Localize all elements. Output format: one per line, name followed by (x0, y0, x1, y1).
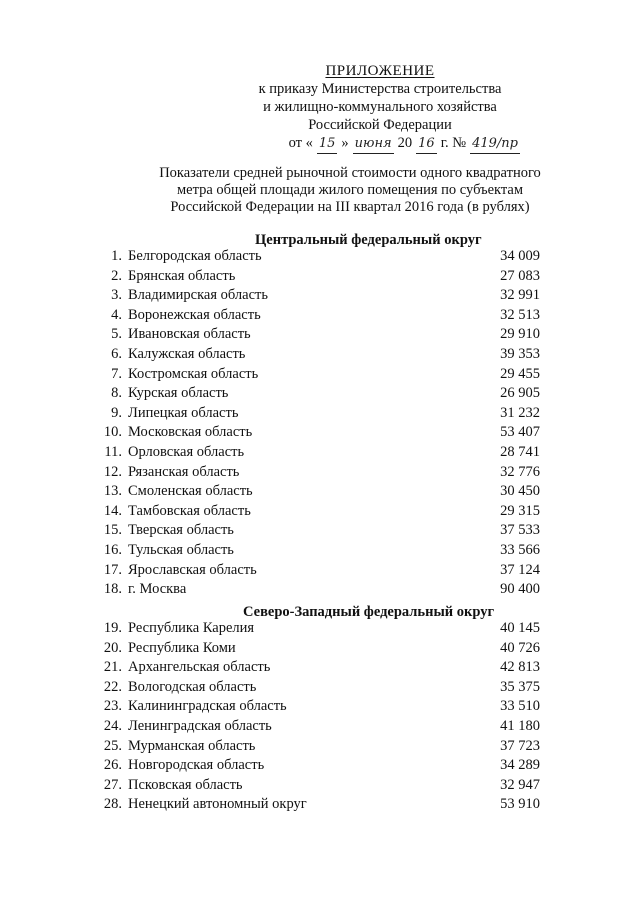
row-number: 12. (103, 463, 122, 480)
price-value: 37 723 (500, 737, 540, 754)
region-name: Тверская область (128, 522, 234, 539)
district-heading-northwest: Северо-Западный федеральный округ (243, 604, 495, 620)
table-row (0, 405, 640, 425)
table-row (0, 757, 640, 777)
price-value: 40 726 (500, 639, 540, 656)
table-row (0, 679, 640, 699)
region-name: Калужская область (128, 346, 246, 362)
table-row (0, 522, 640, 542)
region-name: Смоленская область (128, 483, 253, 500)
price-value: 32 776 (500, 463, 540, 480)
table-row (0, 326, 640, 346)
document-title-line-1: Показатели средней рыночной стоимости одного квадратного (159, 165, 541, 181)
table-row (0, 640, 640, 660)
region-name: Воронежская область (128, 306, 261, 323)
row-number: 26. (103, 757, 122, 774)
price-value: 29 315 (500, 502, 540, 519)
table-row (0, 248, 640, 268)
price-value: 53 407 (500, 424, 540, 441)
price-value: 34 009 (500, 248, 540, 264)
price-value: 27 083 (500, 267, 540, 284)
table-row (0, 796, 640, 816)
row-number: 10. (103, 424, 122, 441)
price-value: 53 910 (500, 796, 540, 813)
table-row (0, 366, 640, 386)
table-row (0, 562, 640, 582)
region-name: Рязанская область (128, 463, 240, 480)
row-number: 14. (103, 502, 122, 519)
table-row (0, 542, 640, 562)
table-row (0, 307, 640, 327)
price-value: 33 566 (500, 542, 540, 558)
price-value: 42 813 (500, 659, 540, 676)
row-number: 21. (103, 659, 122, 676)
order-quote: » (341, 135, 349, 151)
price-value: 29 455 (500, 365, 540, 382)
row-number: 13. (103, 483, 122, 500)
row-number: 15. (103, 522, 122, 539)
region-name: Новгородская область (128, 757, 265, 774)
table-row (0, 738, 640, 758)
region-name: Вологодская область (128, 678, 257, 695)
region-name: Костромская область (128, 365, 259, 382)
document-title-line-2: метра общей площади жилого помещения по субъектам (176, 182, 523, 198)
row-number: 3. (111, 287, 122, 304)
region-name: Ивановская область (128, 326, 251, 343)
price-value: 29 910 (500, 326, 540, 343)
order-year-suffix: 16 (416, 135, 437, 154)
order-month: июня (353, 135, 394, 154)
price-value: 33 510 (500, 698, 540, 715)
region-name: Орловская область (128, 444, 245, 460)
region-name: Белгородская область (128, 248, 262, 264)
price-value: 26 905 (500, 385, 540, 402)
region-name: Липецкая область (128, 404, 239, 421)
table-row (0, 268, 640, 288)
region-name: Ленинградская область (128, 718, 272, 734)
table-row (0, 777, 640, 797)
price-value: 30 450 (500, 483, 540, 500)
row-number: 7. (111, 365, 122, 382)
table-row (0, 698, 640, 718)
row-number: 16. (103, 542, 122, 558)
order-year-prefix: 20 (397, 135, 413, 151)
row-number: 23. (103, 698, 122, 715)
appendix-title: ПРИЛОЖЕНИЕ (325, 63, 435, 79)
region-name: Мурманская область (128, 737, 256, 754)
region-name: Псковская область (128, 776, 243, 793)
region-name: Владимирская область (128, 287, 268, 304)
price-value: 41 180 (500, 718, 540, 734)
document-title-line-3: Российской Федерации на III квартал 2016 года (в рублях) (170, 199, 530, 215)
order-number: 419/пр (470, 135, 520, 154)
row-number: 11. (104, 444, 122, 460)
table-row (0, 483, 640, 503)
row-number: 5. (111, 326, 122, 343)
table-row (0, 581, 640, 601)
order-g-no: г. № (440, 135, 467, 151)
table-row (0, 659, 640, 679)
row-number: 24. (103, 718, 122, 734)
row-number: 9. (111, 404, 122, 421)
document-title (120, 165, 580, 216)
table-row (0, 287, 640, 307)
row-number: 1. (111, 248, 122, 264)
row-number: 8. (111, 385, 122, 402)
region-name: Тамбовская область (128, 502, 251, 519)
price-value: 40 145 (500, 620, 540, 636)
region-name: Республика Карелия (128, 620, 255, 636)
table-row (0, 385, 640, 405)
region-name: Ненецкий автономный округ (128, 796, 307, 813)
order-from: от « (288, 135, 313, 151)
row-number: 20. (103, 639, 122, 656)
price-value: 37 124 (500, 561, 540, 578)
price-value: 34 289 (500, 757, 540, 774)
region-name: Тульская область (128, 542, 234, 558)
row-number: 17. (103, 561, 122, 578)
table-row (0, 464, 640, 484)
price-value: 32 947 (500, 776, 540, 793)
row-number: 22. (103, 678, 122, 695)
price-value: 32 513 (500, 306, 540, 323)
row-number: 6. (111, 346, 122, 362)
region-name: Архангельская область (128, 659, 271, 676)
row-number: 2. (111, 267, 122, 284)
order-date-number (220, 134, 540, 154)
region-name: Московская область (128, 424, 253, 441)
appendix-header (220, 62, 540, 154)
price-value: 35 375 (500, 678, 540, 695)
region-name: г. Москва (128, 581, 187, 598)
table-row (0, 718, 640, 738)
price-value: 28 741 (500, 444, 540, 460)
table-row (0, 346, 640, 366)
row-number: 4. (111, 306, 122, 323)
price-value: 32 991 (500, 287, 540, 304)
region-name: Калининградская область (128, 698, 287, 715)
row-number: 19. (103, 620, 122, 636)
table-row (0, 620, 640, 640)
district-heading-central: Центральный федеральный округ (255, 232, 482, 248)
region-name: Курская область (128, 385, 229, 402)
row-number: 18. (103, 581, 122, 598)
appendix-line-3: Российской Федерации (308, 117, 452, 133)
table-row (0, 503, 640, 523)
row-number: 25. (103, 737, 122, 754)
table-row (0, 444, 640, 464)
price-value: 37 533 (500, 522, 540, 539)
row-number: 28. (103, 796, 122, 813)
order-day: 15 (317, 135, 338, 154)
appendix-line-2: и жилищно-коммунального хозяйства (263, 99, 497, 115)
table-row (0, 424, 640, 444)
region-name: Ярославская область (128, 561, 257, 578)
region-name: Брянская область (128, 267, 236, 284)
price-value: 31 232 (500, 404, 540, 421)
price-value: 39 353 (500, 346, 540, 362)
price-value: 90 400 (500, 581, 540, 598)
row-number: 27. (103, 776, 122, 793)
appendix-line-1: к приказу Министерства строительства (258, 81, 502, 97)
region-name: Республика Коми (128, 639, 236, 656)
